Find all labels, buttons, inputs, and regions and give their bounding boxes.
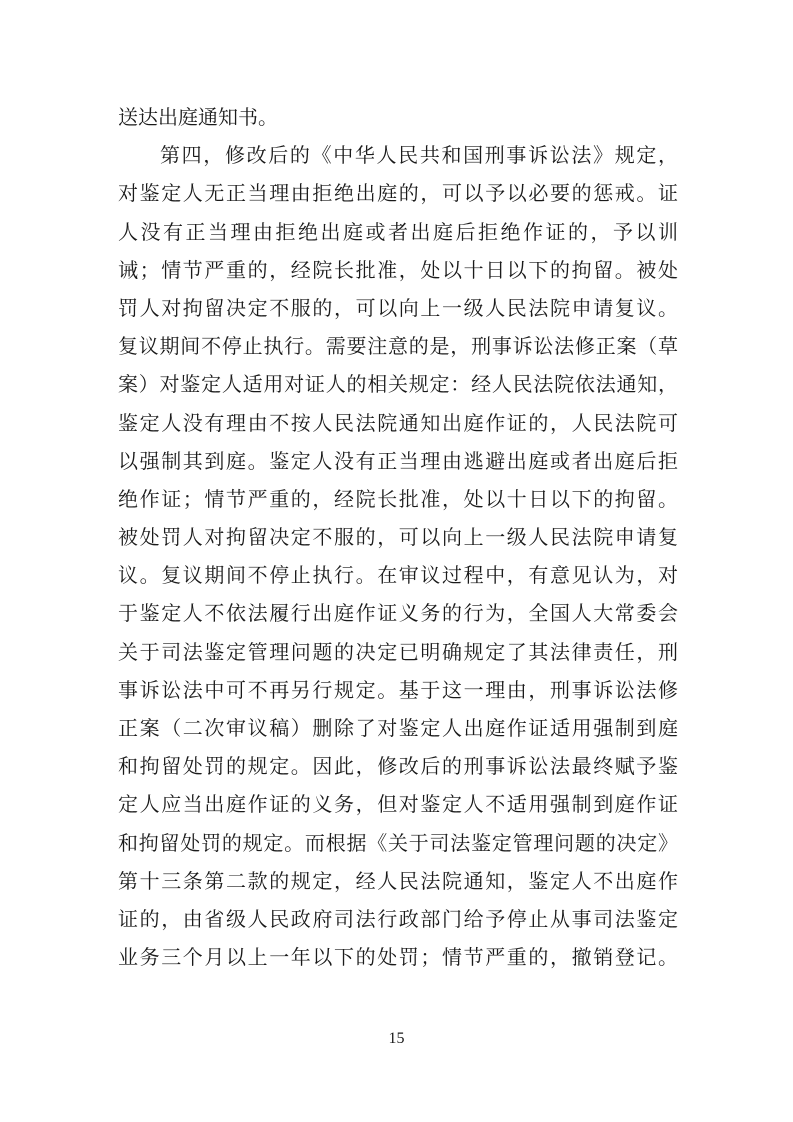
text-line: 案）对鉴定人适用对证人的相关规定：经人民法院依法通知， bbox=[118, 372, 678, 397]
text-line: 诫；情节严重的，经院长批准，处以十日以下的拘留。被处 bbox=[118, 257, 678, 282]
text-line: 证的，由省级人民政府司法行政部门给予停止从事司法鉴定 bbox=[118, 906, 678, 931]
text-line: 被处罚人对拘留决定不服的，可以向上一级人民法院申请复 bbox=[118, 525, 678, 550]
text-line: 和拘留处罚的规定。因此，修改后的刑事诉讼法最终赋予鉴 bbox=[118, 754, 678, 779]
text-line: 第四，修改后的《中华人民共和国刑事诉讼法》规定， bbox=[160, 143, 678, 168]
text-line: 和拘留处罚的规定。而根据《关于司法鉴定管理问题的决定》 bbox=[118, 830, 678, 855]
text-line: 关于司法鉴定管理问题的决定已明确规定了其法律责任，刑 bbox=[118, 639, 678, 664]
page-number: 15 bbox=[388, 1030, 405, 1047]
text-line: 事诉讼法中可不再另行规定。基于这一理由，刑事诉讼法修 bbox=[118, 677, 678, 702]
text-line: 罚人对拘留决定不服的，可以向上一级人民法院申请复议。 bbox=[118, 295, 678, 320]
text-line: 定人应当出庭作证的义务，但对鉴定人不适用强制到庭作证 bbox=[118, 792, 678, 817]
text-line: 以强制其到庭。鉴定人没有正当理由逃避出庭或者出庭后拒 bbox=[118, 448, 678, 473]
text-line: 议。复议期间不停止执行。在审议过程中，有意见认为，对 bbox=[118, 563, 678, 588]
text-line: 鉴定人没有理由不按人民法院通知出庭作证的，人民法院可 bbox=[118, 410, 678, 435]
text-line: 绝作证；情节严重的，经院长批准，处以十日以下的拘留。 bbox=[118, 486, 678, 511]
body-text bbox=[118, 98, 678, 976]
text-line: 正案（二次审议稿）删除了对鉴定人出庭作证适用强制到庭 bbox=[118, 716, 678, 740]
text-line: 于鉴定人不依法履行出庭作证义务的行为，全国人大常委会 bbox=[118, 601, 678, 626]
text-line: 送达出庭通知书。 bbox=[118, 105, 278, 129]
text-line: 人没有正当理由拒绝出庭或者出庭后拒绝作证的，予以训 bbox=[118, 219, 678, 244]
text-line: 第十三条第二款的规定，经人民法院通知，鉴定人不出庭作 bbox=[118, 868, 678, 893]
text-line: 对鉴定人无正当理由拒绝出庭的，可以予以必要的惩戒。证 bbox=[118, 181, 678, 206]
text-line: 复议期间不停止执行。需要注意的是，刑事诉讼法修正案（草 bbox=[118, 334, 678, 359]
text-line: 业务三个月以上一年以下的处罚；情节严重的，撤销登记。 bbox=[118, 945, 678, 970]
